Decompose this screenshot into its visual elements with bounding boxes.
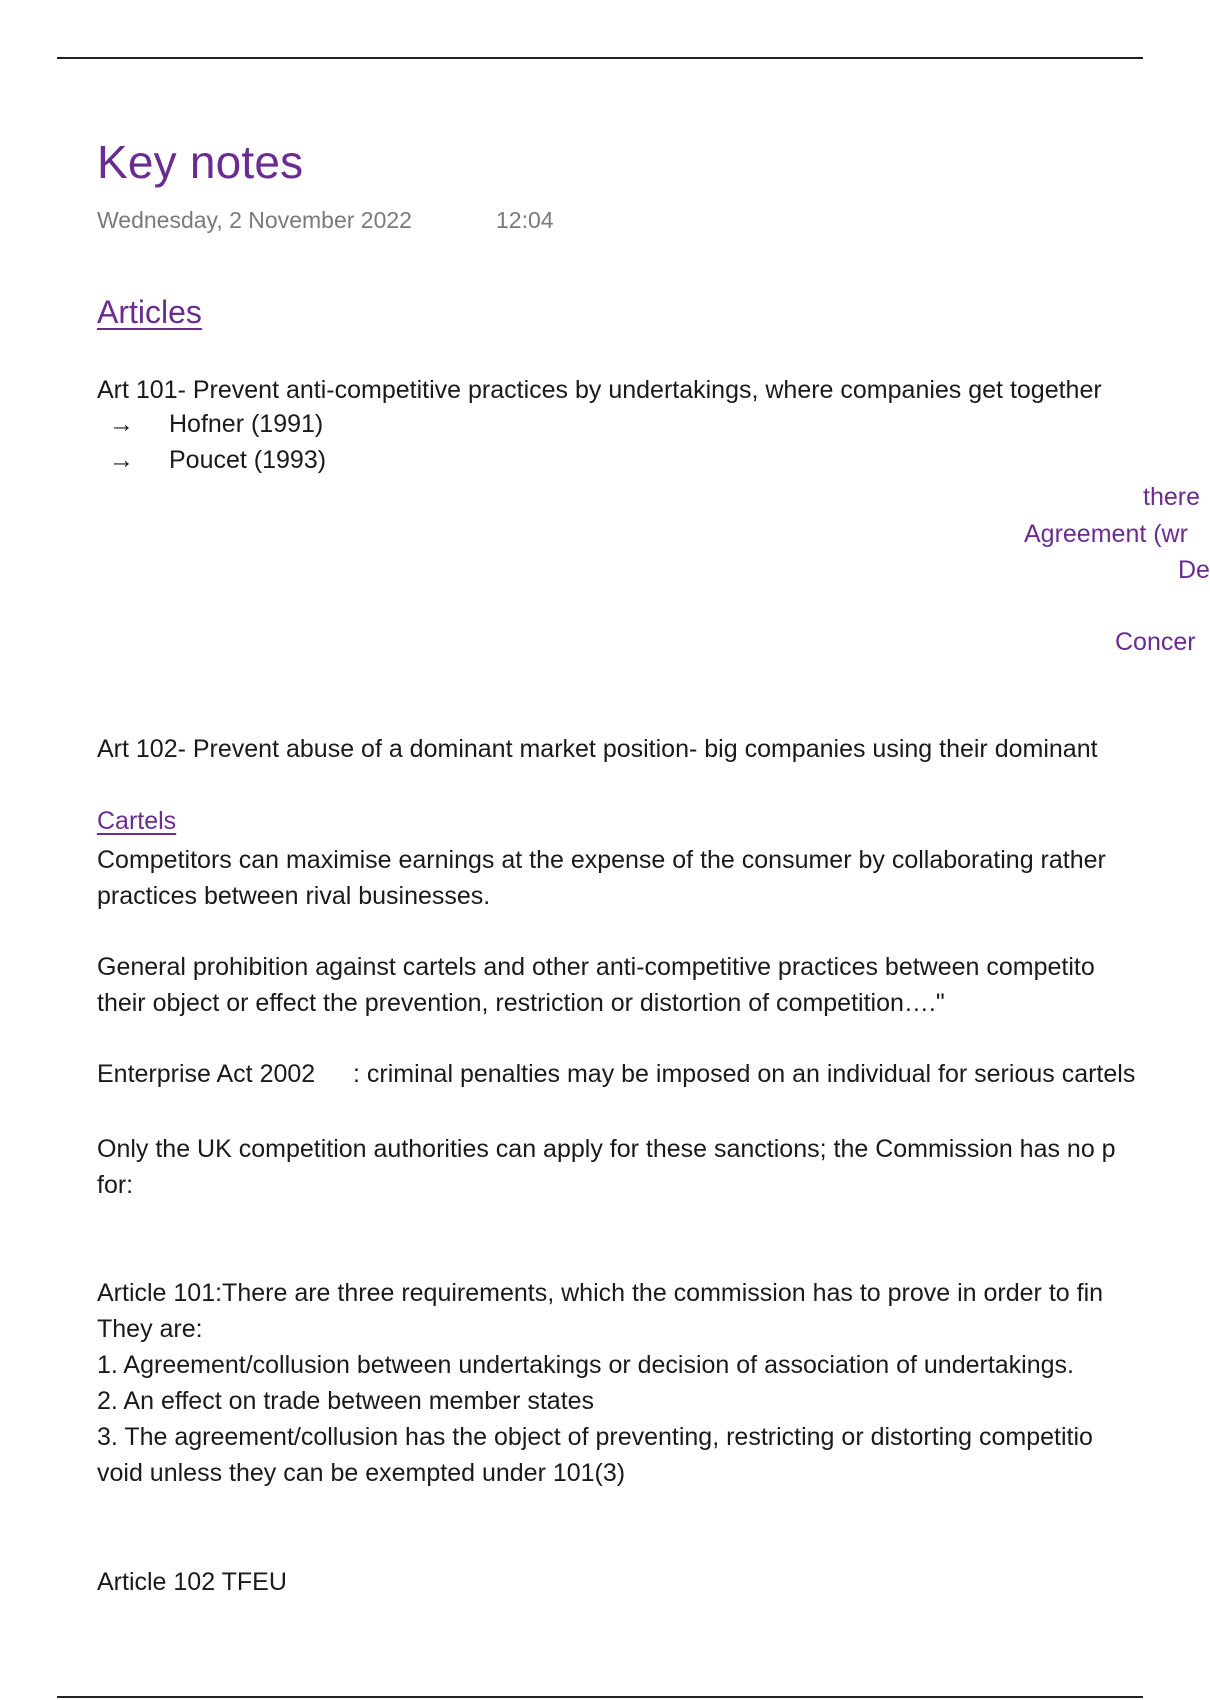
paragraph-line: Only the UK competition authorities can apply for these sanctions; the Commission has no p [97, 1135, 1116, 1163]
paragraph-line: General prohibition against cartels and other anti-competitive practices between competito [97, 953, 1095, 981]
side-note: Concer [1115, 628, 1196, 656]
paragraph-line: They are: [97, 1315, 203, 1343]
paragraph-line: void unless they can be exempted under 101(3) [97, 1459, 626, 1487]
enterprise-act-label: Enterprise Act 2002 [97, 1060, 316, 1088]
paragraph-line: for: [97, 1171, 134, 1199]
articles-heading: Articles [97, 294, 202, 330]
list-item [109, 406, 323, 442]
case-name: Poucet (1993) [169, 446, 327, 474]
cartels-heading: Cartels [97, 807, 177, 835]
side-note: Agreement (wr [1024, 520, 1188, 548]
page-title: Key notes [97, 136, 304, 188]
side-note: there [1143, 483, 1200, 511]
note-time: 12:04 [496, 207, 554, 233]
requirement-item: 1. Agreement/collusion between undertakings or decision of association of undertakings. [97, 1351, 1074, 1379]
paragraph-line: their object or effect the prevention, restriction or distortion of competition…." [97, 989, 945, 1017]
bottom-rule [57, 1696, 1143, 1698]
paragraph-line: Article 101:There are three requirements, which the commission has to prove in order to fin [97, 1279, 1104, 1307]
cut-off-heading: Article 102 TFEU [97, 1568, 287, 1596]
paragraph-line: practices between rival businesses. [97, 882, 491, 910]
note-date: Wednesday, 2 November 2022 [97, 207, 412, 233]
side-note: De [1178, 556, 1210, 584]
paragraph-line: Competitors can maximise earnings at the expense of the consumer by collaborating rather [97, 846, 1106, 874]
art102-text: Art 102- Prevent abuse of a dominant market position- big companies using their dominant [97, 735, 1098, 763]
case-name: Hofner (1991) [169, 410, 324, 438]
arrow-right-icon: → [109, 446, 134, 474]
arrow-right-icon: → [109, 410, 134, 438]
requirement-item: 2. An effect on trade between member states [97, 1387, 595, 1415]
list-item [109, 442, 326, 478]
requirement-item: 3. The agreement/collusion has the object of preventing, restricting or distorting competitio [97, 1423, 1093, 1451]
art101-text: Art 101- Prevent anti-competitive practices by undertakings, where companies get together [97, 376, 1102, 404]
note-page [97, 0, 1210, 1700]
enterprise-act-text: : criminal penalties may be imposed on an individual for serious cartels [353, 1060, 1136, 1088]
